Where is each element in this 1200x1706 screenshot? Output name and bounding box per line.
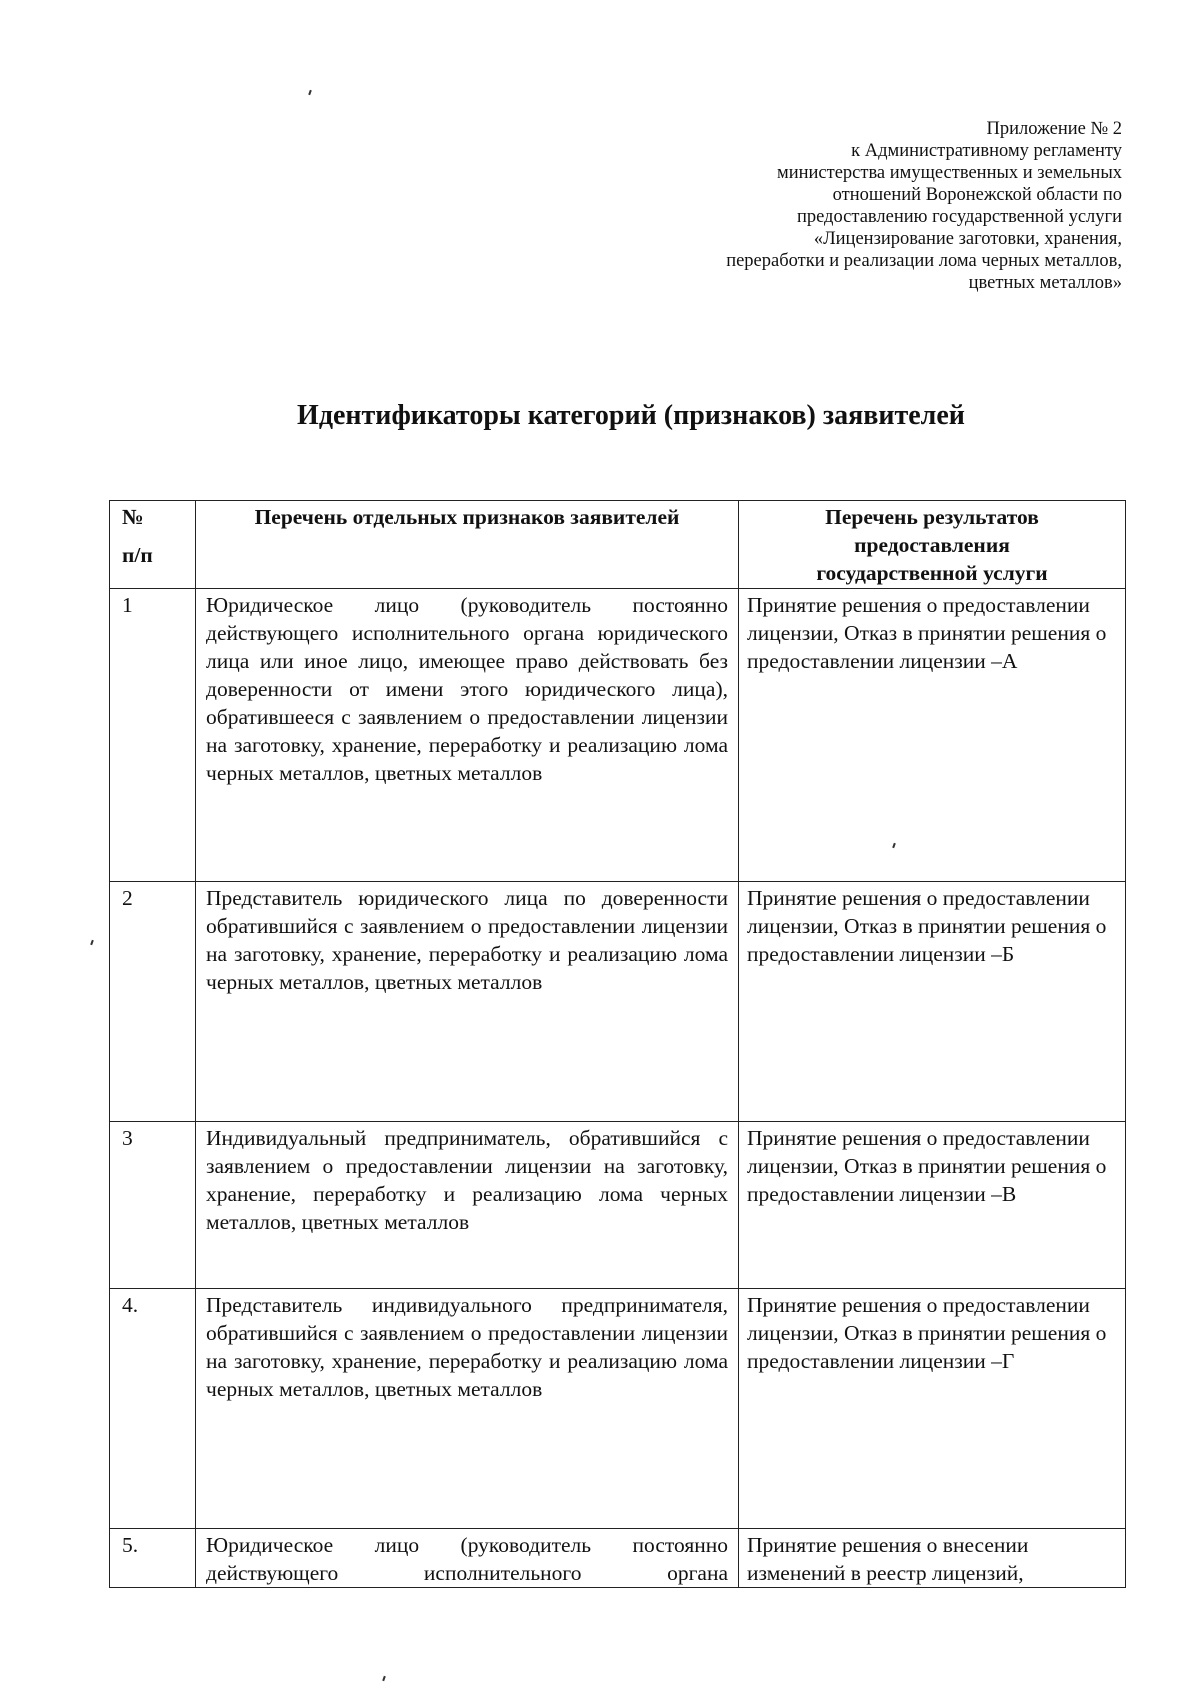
row-number: 4.: [110, 1289, 196, 1529]
appendix-header: [602, 118, 1122, 294]
header-results: [739, 501, 1126, 589]
row-criteria: Юридическое лицо (руководитель постоянно действующего исполнительного органа юридического лица или иное лицо, имеющее право действовать без доверенности от имени этого юридического лица), обратившееся с заявлением о предоставлении лицензии на заготовку, хранение, переработку и реализацию лома черных металлов, цветных металлов: [196, 589, 739, 882]
row-criteria: Представитель юридического лица по доверенности обратившийся с заявлением о предоставлении лицензии на заготовку, хранение, переработку и реализацию лома черных металлов, цветных металлов: [196, 882, 739, 1122]
appendix-line: переработки и реализации лома черных металлов,: [726, 251, 1122, 271]
scan-speck: [382, 1676, 386, 1681]
header-results-line1: Перечень результатов: [825, 505, 1039, 529]
appendix-line: цветных металлов»: [968, 273, 1122, 293]
row-number: 1: [110, 589, 196, 882]
header-number: [110, 501, 196, 589]
table-row: [110, 882, 1126, 1122]
row-result: Принятие решения о предоставлении лицензии, Отказ в принятии решения о предоставлении лицензии –В: [739, 1122, 1126, 1289]
row-criteria: Юридическое лицо (руководитель постоянно действующего исполнительного органа: [196, 1529, 739, 1588]
row-criteria: Представитель индивидуального предпринимателя, обратившийся с заявлением о предоставлении лицензии на заготовку, хранение, переработку и реализацию лома черных металлов, цветных металлов: [196, 1289, 739, 1529]
appendix-line: предоставлению государственной услуги: [796, 207, 1122, 227]
row-result: Принятие решения о предоставлении лицензии, Отказ в принятии решения о предоставлении лицензии –А: [739, 589, 1126, 882]
header-number-line1: №: [122, 505, 144, 529]
row-number: 5.: [110, 1529, 196, 1588]
appendix-line: Приложение № 2: [986, 119, 1122, 139]
table-row: [110, 589, 1126, 882]
scan-speck: [308, 90, 312, 95]
header-criteria: Перечень отдельных признаков заявителей: [196, 501, 739, 589]
appendix-line: министерства имущественных и земельных: [776, 163, 1122, 183]
row-result: Принятие решения о предоставлении лицензии, Отказ в принятии решения о предоставлении лицензии –Г: [739, 1289, 1126, 1529]
document-title: Идентификаторы категорий (признаков) заявителей: [297, 400, 965, 431]
row-number: 3: [110, 1122, 196, 1289]
table-row: [110, 1122, 1126, 1289]
table-row: [110, 1289, 1126, 1529]
table-header-row: [110, 501, 1126, 589]
row-result: Принятие решения о предоставлении лицензии, Отказ в принятии решения о предоставлении лицензии –Б: [739, 882, 1126, 1122]
header-results-line3: государственной услуги: [816, 561, 1048, 585]
appendix-line: «Лицензирование заготовки, хранения,: [813, 229, 1122, 249]
header-results-line2: предоставления: [854, 533, 1010, 557]
row-result: Принятие решения о внесении изменений в реестр лицензий,: [739, 1529, 1126, 1588]
scan-speck: [90, 940, 94, 945]
row-number: 2: [110, 882, 196, 1122]
table-row: [110, 1529, 1126, 1588]
appendix-line: отношений Воронежской области по: [832, 185, 1122, 205]
header-number-line2: п/п: [122, 543, 153, 567]
row-criteria: Индивидуальный предприниматель, обратившийся с заявлением о предоставлении лицензии на заготовку, хранение, переработку и реализацию лома черных металлов, цветных металлов: [196, 1122, 739, 1289]
applicant-categories-table: [109, 500, 1126, 1588]
appendix-line: к Административному регламенту: [851, 141, 1122, 161]
